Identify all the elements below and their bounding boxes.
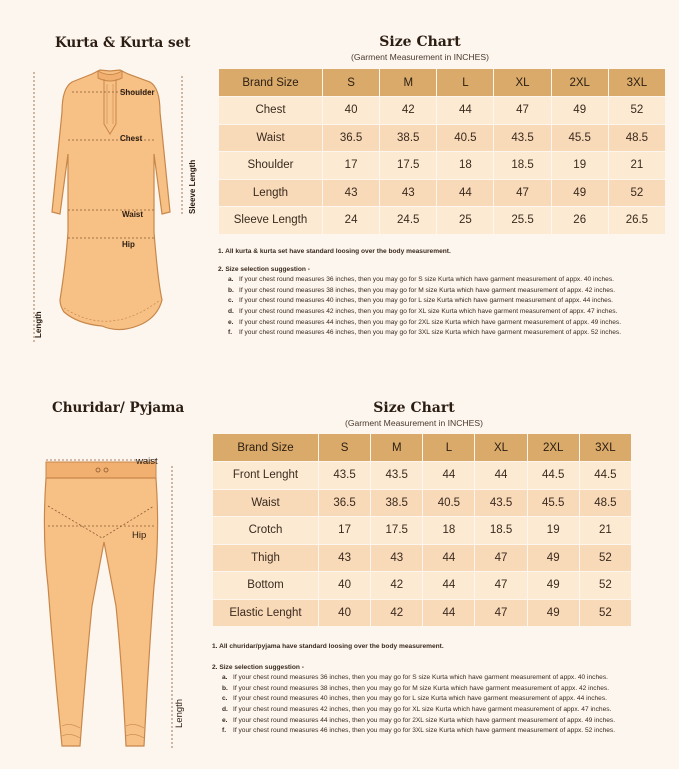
- pyjama-note-2-heading: 2. Size selection suggestion -: [212, 663, 304, 671]
- list-item: [228, 296, 673, 307]
- table-row: [219, 97, 665, 124]
- table-cell: 42: [371, 572, 422, 599]
- suggestion-text: If your chest round measures 38 inches, then you may go for M size Kurta which have garment measurement of appx. 42 inches.: [239, 286, 616, 294]
- table-cell: 52: [580, 545, 631, 572]
- suggestion-text: If your chest round measures 40 inches, then you may go for L size Kurta which have garment measurement of appx. 44 inches.: [233, 695, 607, 703]
- kurta-garment-title: Kurta & Kurta set: [55, 35, 191, 51]
- pyjama-notes: [212, 642, 672, 737]
- suggestion-text: If your chest round measures 38 inches, then you may go for M size Kurta which have garment measurement of appx. 42 inches.: [233, 684, 610, 692]
- suggestion-text: If your chest round measures 42 inches, then you may go for XL size Kurta which have garment measurement of appx. 47 inches.: [239, 307, 618, 315]
- table-cell: 40.5: [423, 490, 474, 517]
- suggestion-letter: f.: [228, 329, 233, 337]
- kurta-figure: [30, 62, 210, 352]
- suggestion-text: If your chest round measures 44 inches, then you may go for 2XL size Kurta which have garment measurement of appx. 49 inches.: [239, 318, 622, 326]
- table-cell: 49: [528, 572, 579, 599]
- pyjama-waist-label: waist: [136, 456, 158, 467]
- table-cell: 44: [437, 180, 493, 207]
- table-cell: 47: [475, 545, 526, 572]
- table-row: [213, 600, 631, 627]
- table-cell: 36.5: [323, 125, 379, 152]
- kurta-body-shape: [52, 70, 170, 330]
- table-cell: 38.5: [380, 125, 436, 152]
- suggestion-letter: e.: [228, 318, 234, 326]
- table-cell: 42: [380, 97, 436, 124]
- kurta-suggestion-list: [218, 275, 673, 339]
- table-cell: 48.5: [609, 125, 665, 152]
- list-item: [222, 716, 672, 727]
- table-cell: 18.5: [494, 152, 550, 179]
- suggestion-text: If your chest round measures 46 inches, then you may go for 3XL size Kurta which have garment measurement of appx. 52 inches.: [233, 727, 616, 735]
- pyjama-hip-label: Hip: [132, 530, 147, 541]
- table-row: [219, 152, 665, 179]
- table-cell: 40.5: [437, 125, 493, 152]
- table-cell: 25.5: [494, 207, 550, 234]
- table-cell: 44: [437, 97, 493, 124]
- table-row: [213, 490, 631, 517]
- table-header-cell: 3XL: [580, 434, 631, 461]
- pyjama-note-1: 1. All churidar/pyjama have standard loosing over the body measurement.: [212, 643, 444, 650]
- table-cell: Waist: [213, 490, 318, 517]
- kurta-notes: [218, 247, 673, 339]
- kurta-shoulder-label: Shoulder: [120, 88, 155, 97]
- table-cell: 45.5: [528, 490, 579, 517]
- table-cell: 24: [323, 207, 379, 234]
- table-cell: 49: [552, 97, 608, 124]
- suggestion-letter: c.: [222, 695, 228, 703]
- table-header-cell: 2XL: [552, 69, 608, 96]
- kurta-section: [0, 0, 679, 380]
- table-cell: 43: [319, 545, 370, 572]
- table-cell: 17.5: [380, 152, 436, 179]
- pyjama-chart-title: Size Chart: [373, 400, 455, 416]
- table-cell: 43: [371, 545, 422, 572]
- table-cell: 47: [475, 572, 526, 599]
- table-row: [213, 517, 631, 544]
- kurta-chest-label: Chest: [120, 134, 143, 143]
- table-cell: 21: [609, 152, 665, 179]
- suggestion-text: If your chest round measures 42 inches, then you may go for XL size Kurta which have garment measurement of appx. 47 inches.: [233, 705, 612, 713]
- table-cell: 49: [528, 545, 579, 572]
- table-row: [219, 180, 665, 207]
- kurta-waist-label: Waist: [122, 210, 144, 219]
- table-header-cell: Brand Size: [219, 69, 322, 96]
- table-header-cell: 2XL: [528, 434, 579, 461]
- table-cell: 47: [494, 180, 550, 207]
- table-header-cell: 3XL: [609, 69, 665, 96]
- table-header-cell: M: [371, 434, 422, 461]
- table-header-cell: XL: [494, 69, 550, 96]
- table-row: [213, 462, 631, 489]
- table-cell: 43.5: [371, 462, 422, 489]
- list-item: [228, 275, 673, 286]
- suggestion-letter: d.: [228, 307, 234, 315]
- table-cell: 45.5: [552, 125, 608, 152]
- pyjama-garment-title: Churidar/ Pyjama: [52, 400, 185, 416]
- table-cell: 44.5: [580, 462, 631, 489]
- table-header-cell: XL: [475, 434, 526, 461]
- kurta-chart-title: Size Chart: [379, 34, 461, 50]
- suggestion-text: If your chest round measures 40 inches, then you may go for L size Kurta which have garment measurement of appx. 44 inches.: [239, 297, 613, 305]
- table-cell: 49: [552, 180, 608, 207]
- suggestion-text: If your chest round measures 36 inches, then you may go for S size Kurta which have garment measurement of appx. 40 inches.: [239, 276, 614, 284]
- table-cell: 52: [609, 180, 665, 207]
- table-cell: Length: [219, 180, 322, 207]
- table-cell: 18.5: [475, 517, 526, 544]
- table-cell: 44: [423, 462, 474, 489]
- table-cell: 43: [380, 180, 436, 207]
- table-row: [213, 572, 631, 599]
- table-cell: 24.5: [380, 207, 436, 234]
- kurta-note-2-heading: 2. Size selection suggestion -: [218, 265, 310, 273]
- suggestion-letter: d.: [222, 705, 228, 713]
- table-header-cell: L: [437, 69, 493, 96]
- table-cell: 44: [423, 545, 474, 572]
- suggestion-text: If your chest round measures 44 inches, then you may go for 2XL size Kurta which have garment measurement of appx. 49 inches.: [233, 716, 616, 724]
- table-cell: Shoulder: [219, 152, 322, 179]
- table-cell: 44: [423, 572, 474, 599]
- table-header-cell: M: [380, 69, 436, 96]
- table-cell: Thigh: [213, 545, 318, 572]
- table-cell: 48.5: [580, 490, 631, 517]
- suggestion-letter: a.: [222, 674, 228, 682]
- kurta-chart-subtitle: (Garment Measurement in INCHES): [350, 52, 490, 62]
- table-cell: 42: [371, 600, 422, 627]
- table-cell: 47: [475, 600, 526, 627]
- list-item: [228, 318, 673, 329]
- table-cell: 19: [552, 152, 608, 179]
- table-cell: Chest: [219, 97, 322, 124]
- kurta-note-1: 1. All kurta & kurta set have standard loosing over the body measurement.: [218, 248, 451, 255]
- table-cell: 19: [528, 517, 579, 544]
- pyjama-size-table: [212, 433, 632, 627]
- table-cell: 17.5: [371, 517, 422, 544]
- table-row: [219, 207, 665, 234]
- table-cell: Bottom: [213, 572, 318, 599]
- table-cell: 36.5: [319, 490, 370, 517]
- table-cell: 17: [323, 152, 379, 179]
- table-cell: 40: [323, 97, 379, 124]
- pyjama-body-shape: [44, 478, 157, 746]
- table-cell: Crotch: [213, 517, 318, 544]
- table-cell: Elastic Lenght: [213, 600, 318, 627]
- table-cell: 26: [552, 207, 608, 234]
- table-cell: 52: [609, 97, 665, 124]
- kurta-table-header-row: [219, 69, 665, 96]
- list-item: [222, 705, 672, 716]
- suggestion-text: If your chest round measures 46 inches, then you may go for 3XL size Kurta which have garment measurement of appx. 52 inches.: [239, 329, 622, 337]
- pyjama-figure: [30, 446, 200, 764]
- suggestion-text: If your chest round measures 36 inches, then you may go for S size Kurta which have garment measurement of appx. 40 inches.: [233, 674, 608, 682]
- list-item: [222, 673, 672, 684]
- table-cell: Sleeve Length: [219, 207, 322, 234]
- table-cell: 18: [437, 152, 493, 179]
- suggestion-letter: b.: [222, 684, 228, 692]
- kurta-hip-label: Hip: [122, 240, 135, 249]
- table-cell: Waist: [219, 125, 322, 152]
- suggestion-letter: b.: [228, 286, 234, 294]
- kurta-illustration: [30, 62, 210, 352]
- table-header-cell: L: [423, 434, 474, 461]
- table-header-cell: Brand Size: [213, 434, 318, 461]
- suggestion-letter: c.: [228, 297, 234, 305]
- table-cell: 52: [580, 572, 631, 599]
- list-item: [228, 286, 673, 297]
- pyjama-chart-subtitle: (Garment Measurement in INCHES): [344, 418, 484, 428]
- kurta-sleeve-length-label: Sleeve Length: [188, 159, 197, 214]
- table-cell: 17: [319, 517, 370, 544]
- list-item: [228, 307, 673, 318]
- table-cell: 43.5: [494, 125, 550, 152]
- table-cell: 21: [580, 517, 631, 544]
- table-cell: 43: [323, 180, 379, 207]
- table-cell: 18: [423, 517, 474, 544]
- table-cell: 26.5: [609, 207, 665, 234]
- table-cell: Front Lenght: [213, 462, 318, 489]
- table-cell: 40: [319, 572, 370, 599]
- list-item: [228, 328, 673, 339]
- table-cell: 44: [475, 462, 526, 489]
- list-item: [222, 694, 672, 705]
- table-cell: 52: [580, 600, 631, 627]
- table-header-cell: S: [319, 434, 370, 461]
- kurta-size-table: [218, 68, 666, 235]
- table-cell: 43.5: [475, 490, 526, 517]
- table-cell: 25: [437, 207, 493, 234]
- table-cell: 40: [319, 600, 370, 627]
- table-header-cell: S: [323, 69, 379, 96]
- pyjama-table-header-row: [213, 434, 631, 461]
- suggestion-letter: f.: [222, 727, 227, 735]
- table-cell: 38.5: [371, 490, 422, 517]
- suggestion-letter: a.: [228, 276, 234, 284]
- table-cell: 43.5: [319, 462, 370, 489]
- pyjama-length-label: Length: [174, 698, 185, 728]
- pyjama-section: [0, 390, 679, 764]
- list-item: [222, 726, 672, 737]
- list-item: [222, 684, 672, 695]
- table-row: [213, 545, 631, 572]
- table-cell: 44: [423, 600, 474, 627]
- table-cell: 49: [528, 600, 579, 627]
- table-row: [219, 125, 665, 152]
- table-cell: 44.5: [528, 462, 579, 489]
- table-cell: 47: [494, 97, 550, 124]
- suggestion-letter: e.: [222, 716, 228, 724]
- pyjama-suggestion-list: [212, 673, 672, 737]
- kurta-length-label: Length: [34, 311, 43, 338]
